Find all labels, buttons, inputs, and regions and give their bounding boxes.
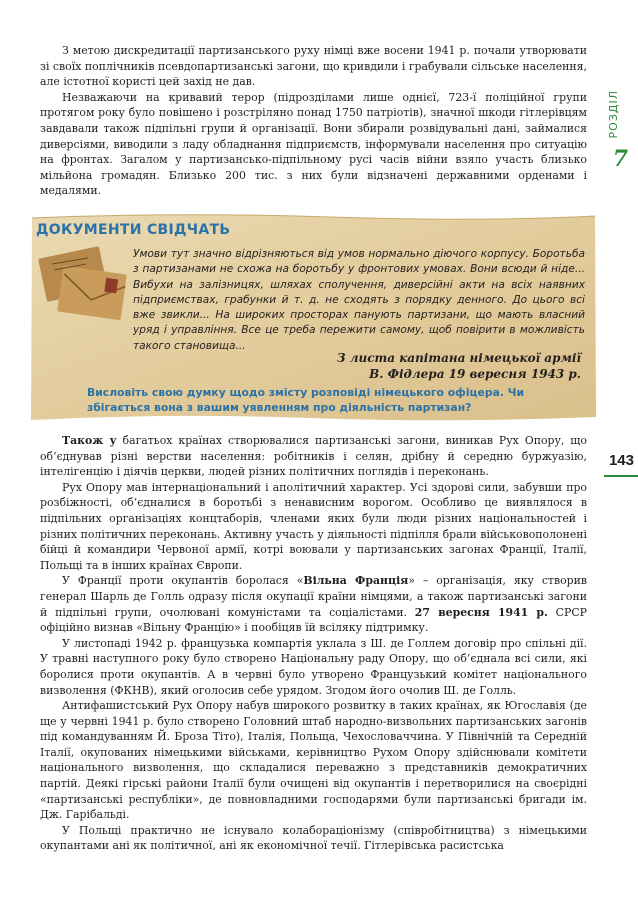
paragraph: У Франції проти окупантів боролася «Вільна Франція» – організація, яку створив генерал Шарль де Голль одразу після окупації країни німцями, а також партизанські загони й підпільні групи, очолювані комуністами та соціалістами. 27 вересня 1941 р. СРСР офіційно визнав «Вільну Францію» і пообіцяв їй всіляку підтримку. (40, 574, 588, 635)
document-quote: Умови тут значно відрізняються від умов нормально діючого корпусу. Боротьба з партизанами не схожа на боротьбу у фронтових умовах. Вони всюди й ніде... Вибухи на залізницях, шляхах сполучення, диверсійні акти на всіх наявних підприємствах, грабунки й т. д. не сходять з порядку денного. До цього всі вже звикли... На широких просторах панують партизани, що мають власний уряд і управління. Все це треба пережити самому, щоб повірити в можливість такого становища... (133, 248, 585, 352)
discussion-question: Висловіть свою думку щодо змісту розповіді німецького офіцера. Чи збігається вона з вашим уявленням про діяльність партизан? (87, 386, 525, 414)
paragraph: Також у багатьох країнах створювалися партизанські загони, виникав Рух Опору, що об’єднував різні верстви населення: робітників і селян, дрібну й середню буржуазію, інтелігенцію і діячів церкви, людей різних політичних поглядів і переконань. (40, 434, 587, 479)
paragraph: У Польщі практично не існувало колабораціонізму (співробітництва) з німецькими окупантами ані як політичної, ані як економічної течії. Гітлерівська расистська (40, 823, 587, 853)
quote-source-date: В. Фідлера 19 вересня 1943 р. (369, 367, 581, 381)
top-text-block (40, 43, 587, 199)
page-number-rule (604, 475, 638, 477)
lead-in: Також у (62, 434, 117, 447)
envelope-illustration (38, 242, 130, 330)
quote-source: З листа капітана німецької армії (336, 351, 581, 365)
paragraph: Антифашистський Рух Опору набув широкого розвитку в таких країнах, як Югославія (де ще у червні 1941 р. було створено Головний штаб народно-визвольних партизанських загонів під командуванням Й. Броза Тіто), Італія, Польща, Чехословаччина. У Північній та Середній Італії, окупованих німецькими військами, керівництво Рухом Опору здійснювали комітети національного визволення, що складалися переважно з представників демократичних партій. Деякі гірські райони Італії були очищені від окупантів і перетворилися на своєрідні «партизанські республіки», де повновладними господарями були партизанські бригади ім. Дж. Гарібальді. (40, 699, 587, 822)
bottom-text-block (40, 433, 587, 854)
paragraph: З метою дискредитації партизанського руху німці вже восени 1941 р. почали утворювати зі своїх поплічників псевдопартизанські загони, що кривдили і грабували сільське населення, але істотної користі цей захід не дав. (40, 44, 587, 89)
key-date: 27 вересня 1941 р. (414, 605, 548, 619)
paragraph: Рух Опору мав інтернаціональний і аполітичний характер. Усі здорові сили, забувши про розбіжності, об’єдналися в боротьбі з ненависним ворогом. Особливо це виявлялося в підпільних організаціях концтаборів, членами яких були люди різних національностей і різних політичних переконань. Активну участь у діяльності підпілля брали військовополонені бійці й командири Червоної армії, котрі воювали у партизанських загонах Франції, Італії, Польщі та в інших країнах Європи. (40, 480, 587, 572)
paragraph: Незважаючи на кривавий терор (підрозділами лише однієї, 723-ї поліційної групи протягом року було повішено і розстріляно понад 1750 патріотів), значної шкоди гітлерівцям завдавали також підпільні групи й організації. Вони збирали розвідувальні дані, займалися диверсіями, виводили з ладу обладнання підприємств, інформували населення про ситуацію на фронтах. Загалом у партизансько-підпільному русі часів війни взяло участь близько мільйона громадян. Близько 200 тис. з них були відзначені державними орденами і медалями. (40, 90, 587, 198)
paragraph: У листопаді 1942 р. французька компартія уклала з Ш. де Голлем договір про спільні дії. У травні наступного року було створено Національну раду Опору, що об’єднала всі сили, які боролися проти окупантів. А в червні було утворено Французький комітет національного визволення (ФКНВ), який оголосив себе урядом. Згодом його очолив Ш. де Голль. (40, 636, 587, 697)
page-number: 143 (608, 452, 634, 469)
documents-title: ДОКУМЕНТИ СВІДЧАТЬ (36, 222, 231, 238)
chapter-tab (606, 42, 636, 172)
term-free-france: Вільна Франція (303, 574, 409, 588)
documents-box (30, 212, 597, 424)
chapter-number: 7 (612, 146, 628, 172)
chapter-label: РОЗДІЛ (607, 90, 620, 139)
